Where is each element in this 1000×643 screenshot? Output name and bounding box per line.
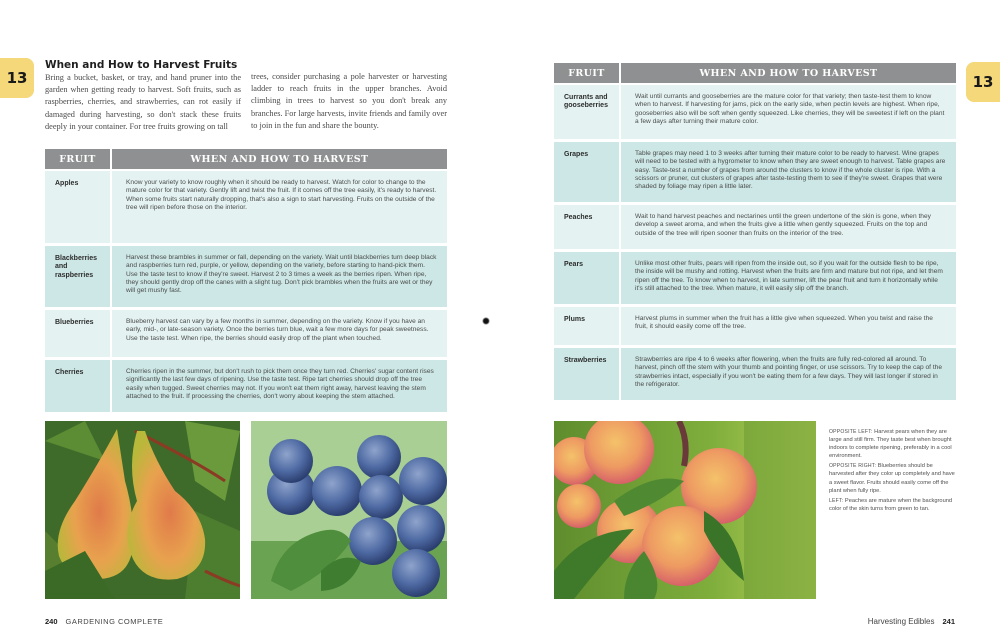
caption-opposite-left: OPPOSITE LEFT: Harvest pears when they are large and still firm. They taste best when brought indoors to complete ripening, preferably in a cool environment. bbox=[829, 429, 952, 460]
intro-text-column-2: trees, consider purchasing a pole harvester or harvesting ladder to reach fruits in the upper branches. Avoid climbing in trees to harvest so you don't break any branches. For large harvests, invite friends and family over to join in the fun and share the bounty. bbox=[251, 72, 447, 130]
folio-right bbox=[868, 617, 955, 626]
fruit-name: Cherries bbox=[45, 360, 110, 412]
harvest-instructions: Blueberry harvest can vary by a few months in summer, depending on the variety. Know if you have an early, mid-, or late-season variety. Once the berries turn blue, wait a few more days for peak sweetness. Use the taste test. When ripe, the berries should easily drop off the plant when touched. bbox=[112, 310, 447, 357]
fruit-name: Currants and gooseberries bbox=[554, 85, 619, 139]
header-when-how: WHEN AND HOW TO HARVEST bbox=[112, 149, 447, 169]
table-row bbox=[45, 171, 447, 243]
photo-captions bbox=[829, 428, 957, 515]
table-header-row bbox=[45, 149, 447, 169]
table-row bbox=[554, 307, 956, 345]
fruit-name: Apples bbox=[45, 171, 110, 243]
chapter-number-tab: 13 bbox=[0, 58, 34, 98]
table-header-row bbox=[554, 63, 956, 83]
header-fruit: FRUIT bbox=[554, 63, 619, 83]
harvest-instructions: Strawberries are ripe 4 to 6 weeks after flowering, when the fruits are fully red-colored all around. To harvest, pinch off the stem with your thumb and pointing finger, or use scissors. Try to keep the cap of the strawberries intact, especially if you won't be eating them for a few days. They will last longer if stored in the refrigerator. bbox=[621, 348, 956, 400]
harvest-instructions: Know your variety to know roughly when it should be ready to harvest. Watch for color to change to the mature color for that variety. Gently lift and twist the fruit. If it comes off the tree easily, it's ready to harvest. When some fruits start naturally dropping, that's also a sign to start harvesting. Fruits on the outside of the tree will ripen before those on the interior. bbox=[112, 171, 447, 243]
harvest-instructions: Wait to hand harvest peaches and nectarines until the green undertone of the skin is gone, when they develop a sweet aroma, and when the fruits give a little when gently squeezed. Fruits on the top and outside of the tree will ripen sooner than fruits on the interior of the tree. bbox=[621, 205, 956, 249]
table-row bbox=[554, 252, 956, 304]
pears-photo bbox=[45, 421, 240, 599]
harvest-instructions: Harvest plums in summer when the fruit has a little give when squeezed. When you twist and raise the fruit, it should easily come off the tree. bbox=[621, 307, 956, 345]
table-row bbox=[554, 142, 956, 202]
fruit-name: Peaches bbox=[554, 205, 619, 249]
fruit-name: Blueberries bbox=[45, 310, 110, 357]
table-row bbox=[45, 310, 447, 357]
header-when-how: WHEN AND HOW TO HARVEST bbox=[621, 63, 956, 83]
caption-opposite-right: OPPOSITE RIGHT: Blueberries should be harvested after they color up completely and have a sweet flavor. Fruits should easily come off the plant when fully ripe. bbox=[829, 463, 955, 494]
page-number-241: 241 bbox=[942, 617, 955, 626]
folio-left bbox=[45, 617, 163, 626]
intro-text-column-1: Bring a bucket, basket, or tray, and hand pruner into the garden when getting ready to harvest. Soft fruits, such as raspberries, cherries, and strawberries, can rot easily if damaged during harvesting, so don't stack these fruits deeply in your container. For tree fruits growing on tall bbox=[45, 73, 241, 131]
table-row bbox=[554, 205, 956, 249]
table-row bbox=[554, 85, 956, 139]
harvest-instructions: Harvest these brambles in summer or fall, depending on the variety. Wait until blackberries turn deep black and raspberries turn red, purple, or yellow, depending on the variety, before starting to hand-pick them. Use the taste test to know if they're sweet. Harvest 2 to 3 times a week as the berries ripen. When ripe, they should gently drop off the canes with a slight tug. Don't pick brambles when the fruits are wet or they will get mushy fast. bbox=[112, 246, 447, 307]
fruit-name: Pears bbox=[554, 252, 619, 304]
fruit-name: Grapes bbox=[554, 142, 619, 202]
caption-left: LEFT: Peaches are mature when the background color of the skin turns from green to tan. bbox=[829, 497, 953, 512]
peaches-photo bbox=[554, 421, 816, 599]
harvest-instructions: Wait until currants and gooseberries are the mature color for that variety; then taste-test them to know when to harvest. If harvesting for jams, pick on the early side, when pectin levels are highest. When ripe, gooseberries also will be soft when gently squeezed. Like cherries, they will be sweetest if left on the plant a few days after turning their mature color. bbox=[621, 85, 956, 139]
chapter-number-tab-right: 13 bbox=[966, 62, 1000, 102]
table-row bbox=[554, 348, 956, 400]
harvest-table-left bbox=[45, 149, 447, 415]
table-row bbox=[45, 360, 447, 412]
harvest-table-right bbox=[554, 63, 956, 403]
harvest-instructions: Table grapes may need 1 to 3 weeks after turning their mature color to be ready to harvest. Wine grapes will need to be tested with a hygrometer to know when they are sweet enough to harvest. Table grapes are easy. Taste-test a number of grapes from around the clusters to know if the whole cluster is ripe. With a scissors or pruner, cut clusters of grapes after taste-testing them to see if they're sweet. Grapes that were shaded by foliage may ripen a little later. bbox=[621, 142, 956, 202]
registration-mark-icon bbox=[482, 317, 490, 325]
fruit-name: Blackberries and raspberries bbox=[45, 246, 110, 307]
fruit-name: Strawberries bbox=[554, 348, 619, 400]
table-row bbox=[45, 246, 447, 307]
page-number-240: 240 bbox=[45, 617, 58, 626]
blueberries-photo bbox=[251, 421, 447, 599]
fruit-name: Plums bbox=[554, 307, 619, 345]
running-head-right: Harvesting Edibles bbox=[867, 617, 935, 626]
harvest-instructions: Cherries ripen in the summer, but don't rush to pick them once they turn red. Cherries' sugar content rises significantly the last few days of ripening. Use the taste test. Ripe tart cherries should drop off the tree easily when tugged. Sweet cherries may not. If you won't eat them right away, harvest leaving the stem attached to the fruit. If processing the cherries, don't worry about keeping the stem attached. bbox=[112, 360, 447, 412]
header-fruit: FRUIT bbox=[45, 149, 110, 169]
running-head-left: GARDENING COMPLETE bbox=[65, 617, 164, 626]
harvest-instructions: Unlike most other fruits, pears will ripen from the inside out, so if you wait for the outside flesh to be ripe, the inside will be mushy and rotting. Harvest when the fruits are firm and mature but not ripe, and let them ripen off the tree. To know when to harvest, in late summer, lift the pear fruit and turn it horizontally while it's still attached to the tree. When mature, it will easily slip off the branch. bbox=[621, 252, 956, 304]
section-title: When and How to Harvest Fruits bbox=[45, 59, 238, 71]
